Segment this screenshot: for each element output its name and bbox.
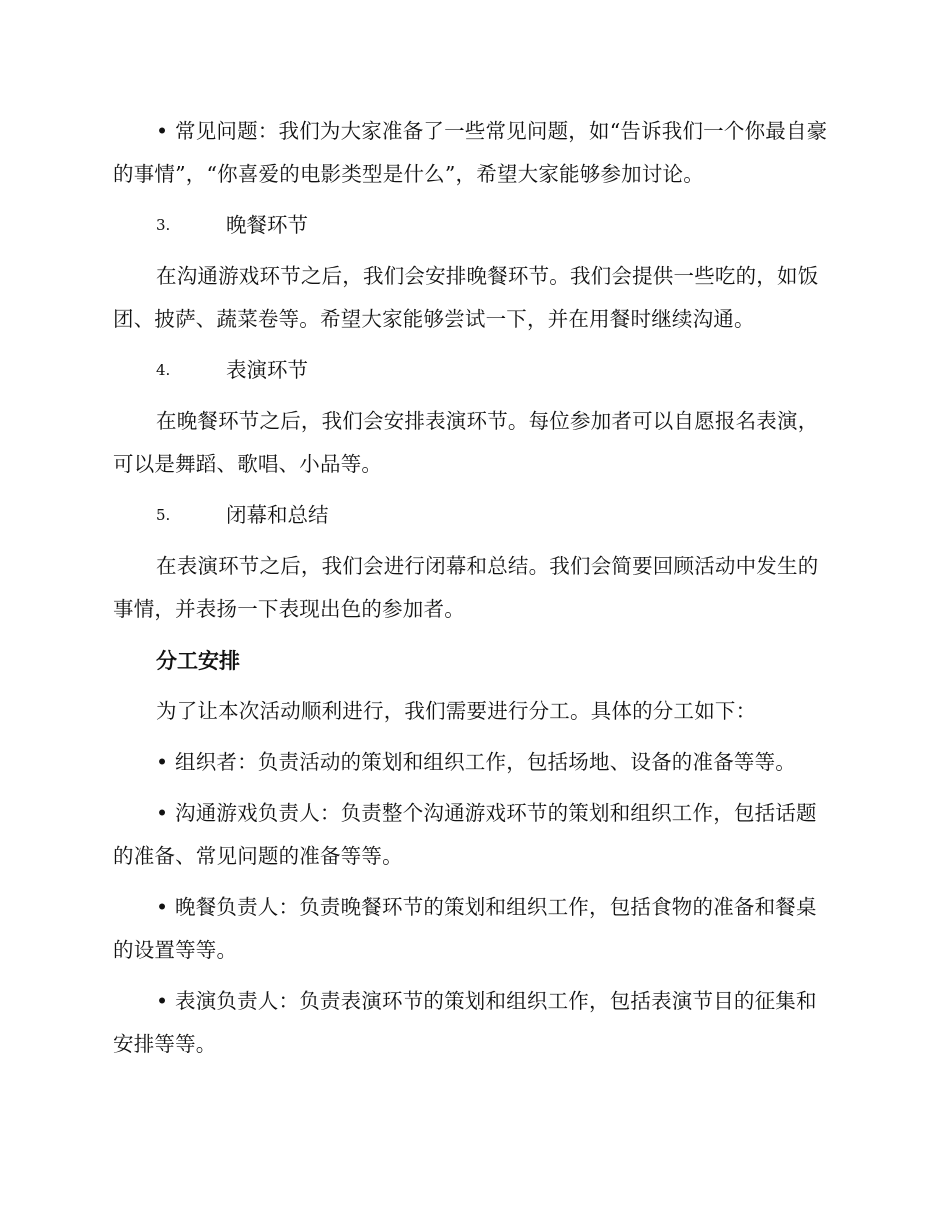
section-item-5 bbox=[113, 494, 835, 537]
document-page bbox=[113, 110, 835, 1074]
section-item-4 bbox=[113, 349, 835, 392]
item-number: 4. bbox=[156, 361, 171, 379]
section-item-3 bbox=[113, 204, 835, 247]
division-heading: 分工安排 bbox=[156, 648, 240, 673]
item-title: 表演环节 bbox=[226, 358, 308, 382]
item-title: 晚餐环节 bbox=[226, 213, 308, 237]
organizer-bullet: • 组织者：负责活动的策划和组织工作，包括场地、设备的准备等等。 bbox=[156, 750, 797, 774]
dinner-paragraph: 在沟通游戏环节之后，我们会安排晚餐环节。我们会提供一些吃的，如饭团、披萨、蔬菜卷等。希望大家能够尝试一下，并在用餐时继续沟通。 bbox=[113, 264, 819, 331]
item-number: 3. bbox=[156, 216, 171, 234]
division-intro-paragraph: 为了让本次活动顺利进行，我们需要进行分工。具体的分工如下： bbox=[156, 699, 757, 723]
performance-lead-bullet: • 表演负责人：负责表演环节的策划和组织工作，包括表演节目的征集和安排等等。 bbox=[113, 989, 817, 1056]
item-title: 闭幕和总结 bbox=[226, 503, 329, 527]
dinner-lead-bullet: • 晚餐负责人：负责晚餐环节的策划和组织工作，包括食物的准备和餐桌的设置等等。 bbox=[113, 895, 817, 962]
faq-bullet-paragraph: • 常见问题：我们为大家准备了一些常见问题，如“告诉我们一个你最自豪的事情”，“你喜爱的电影类型是什么”，希望大家能够参加讨论。 bbox=[113, 119, 828, 186]
item-number: 5. bbox=[156, 506, 171, 524]
performance-paragraph: 在晚餐环节之后，我们会安排表演环节。每位参加者可以自愿报名表演，可以是舞蹈、歌唱、小品等。 bbox=[113, 409, 819, 476]
closing-paragraph: 在表演环节之后，我们会进行闭幕和总结。我们会简要回顾活动中发生的事情，并表扬一下表现出色的参加者。 bbox=[113, 554, 819, 621]
game-lead-bullet: • 沟通游戏负责人：负责整个沟通游戏环节的策划和组织工作，包括话题的准备、常见问题的准备等等。 bbox=[113, 801, 817, 868]
